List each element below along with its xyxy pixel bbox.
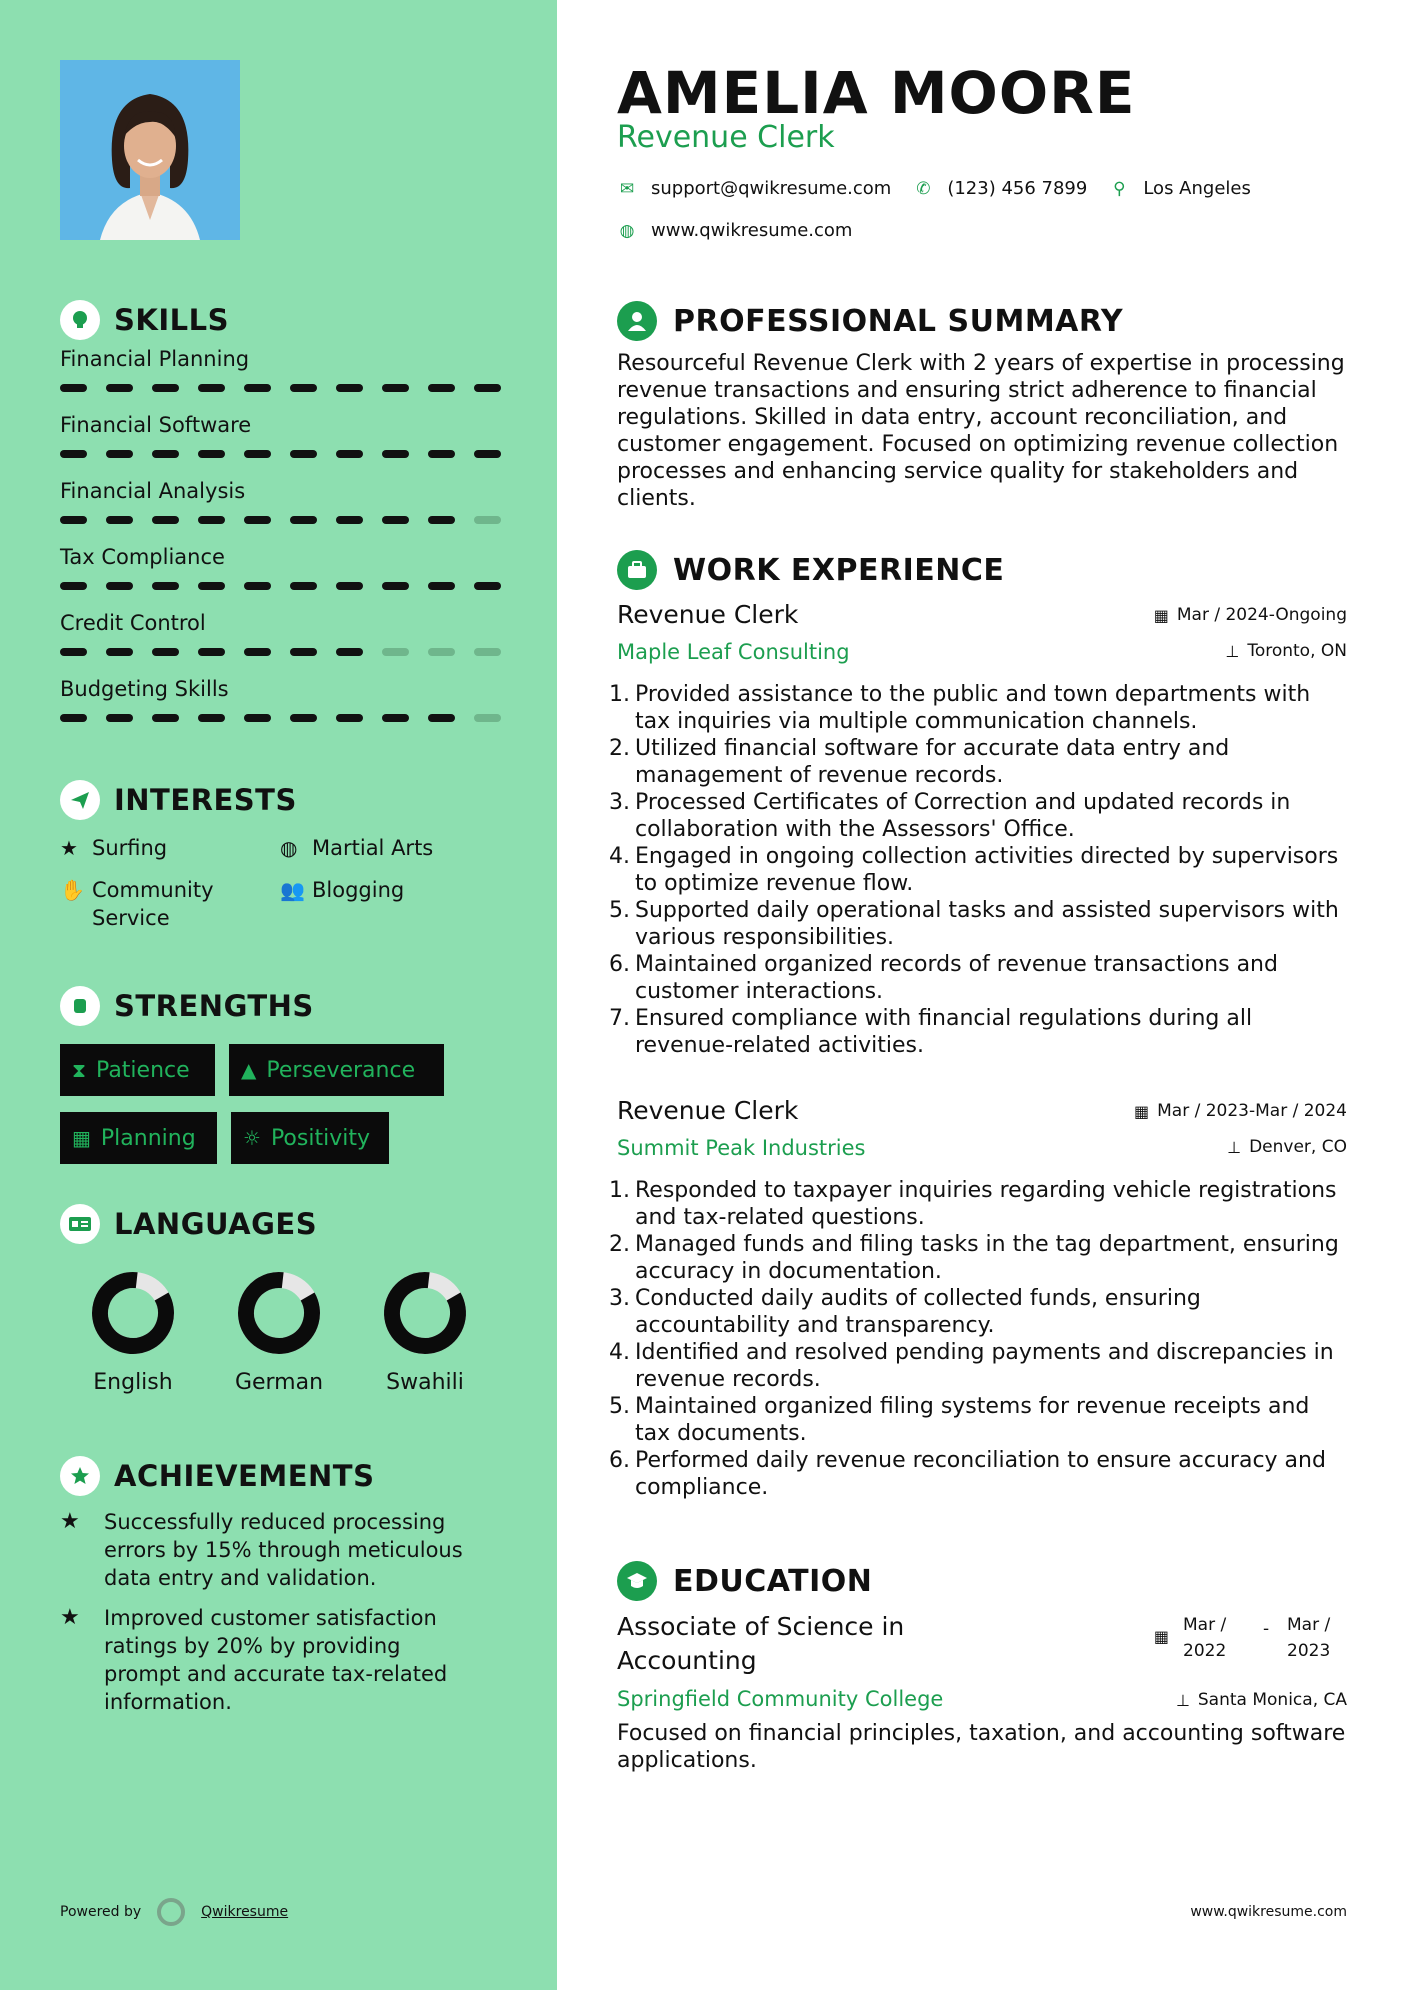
contact-email[interactable]: [617, 178, 891, 199]
email-text: support@qwikresume.com: [651, 178, 892, 199]
edu-end-month: Mar /: [1287, 1615, 1331, 1635]
duty-text: Engaged in ongoing collection activities directed by supervisors to optimize revenue flow.: [635, 844, 1339, 896]
job-dates: [1154, 605, 1347, 625]
skill-level-bar: [60, 516, 520, 524]
skill-name: Financial Analysis: [60, 479, 246, 503]
duty-item: [609, 897, 1347, 951]
skill-level-segment: [152, 450, 179, 458]
skill-level-segment: [198, 714, 225, 722]
skill-level-segment: [428, 450, 455, 458]
interest-item: [60, 834, 280, 862]
duty-text: Conducted daily audits of collected funds, ensuring accountability and transparency.: [635, 1286, 1201, 1338]
skill-item: [60, 542, 500, 608]
duty-item: [609, 1339, 1347, 1393]
language-ring-fill: [236, 1270, 322, 1356]
language-item: [60, 1270, 206, 1395]
education-location: [1176, 1690, 1347, 1710]
job-location-text: Denver, CO: [1249, 1137, 1347, 1157]
interests-title: INTERESTS: [114, 783, 297, 817]
skill-item: [60, 476, 500, 542]
languages-title: LANGUAGES: [114, 1207, 318, 1241]
summary-text: Resourceful Revenue Clerk with 2 years of expertise in processing revenue transactions and ensuring strict adherence to financial regulations. Skilled in data entry, account reconciliation, and customer engagement. Focused on optimizing revenue collection processes and enhancing service quality for stakeholders and clients.: [617, 351, 1345, 511]
skill-level-segment: [336, 516, 363, 524]
contact-location: [1109, 178, 1251, 199]
skill-level-bar: [60, 384, 520, 392]
duty-item: [609, 1177, 1347, 1231]
skill-level-segment: [382, 516, 409, 524]
skill-level-segment: [428, 714, 455, 722]
skill-name: Credit Control: [60, 611, 206, 635]
duty-number: 5.: [609, 898, 630, 923]
skill-level-segment: [244, 450, 271, 458]
footer-url[interactable]: www.qwikresume.com: [1190, 1904, 1347, 1920]
powered-by: [60, 1898, 288, 1926]
duty-number: 6.: [609, 952, 630, 977]
duty-item: [609, 951, 1347, 1005]
skill-level-segment: [290, 516, 317, 524]
duty-text: Maintained organized records of revenue transactions and customer interactions.: [635, 952, 1278, 1004]
skill-level-segment: [428, 648, 455, 656]
calendar-icon: ▦: [1153, 1627, 1169, 1646]
languages-section: [60, 1204, 500, 1395]
graduation-cap-icon: [617, 1561, 657, 1601]
language-name: Swahili: [386, 1370, 464, 1395]
skill-level-segment: [152, 582, 179, 590]
language-ring-fill: [90, 1270, 176, 1356]
achievement-text: Improved customer satisfaction ratings by 20% by providing prompt and accurate tax-related information.: [104, 1606, 448, 1714]
duty-number: 7.: [609, 1006, 630, 1031]
star-icon: ★: [60, 836, 78, 860]
user-icon: [617, 301, 657, 341]
strength-chip: [60, 1044, 215, 1096]
education-dates: [1154, 1612, 1347, 1664]
duty-item: [609, 1231, 1347, 1285]
skill-level-bar: [60, 648, 520, 656]
achievement-item: [60, 1604, 480, 1716]
qwikresume-logo-icon: [157, 1898, 185, 1926]
skill-name: Financial Software: [60, 413, 252, 437]
duty-text: Performed daily revenue reconciliation to ensure accuracy and compliance.: [635, 1448, 1326, 1500]
skill-level-segment: [106, 714, 133, 722]
duty-number: 2.: [609, 736, 630, 761]
skill-level-segment: [290, 648, 317, 656]
skill-level-segment: [474, 582, 501, 590]
interest-label: Surfing: [92, 836, 168, 860]
interest-label: Blogging: [312, 878, 405, 902]
skill-level-segment: [474, 450, 501, 458]
globe-icon: ◍: [619, 220, 635, 241]
skill-level-segment: [152, 384, 179, 392]
duty-text: Supported daily operational tasks and assisted supervisors with various responsibilities.: [635, 898, 1339, 950]
location-text: Los Angeles: [1143, 178, 1251, 199]
skill-level-segment: [198, 384, 225, 392]
duties-list: [609, 1177, 1347, 1501]
phone-icon: ✆: [916, 178, 931, 199]
skill-level-segment: [290, 714, 317, 722]
skill-level-segment: [290, 582, 317, 590]
skill-level-segment: [106, 582, 133, 590]
interest-label: Martial Arts: [312, 836, 434, 860]
skill-item: [60, 344, 500, 410]
edu-location-text: Santa Monica, CA: [1197, 1690, 1347, 1710]
language-name: English: [93, 1370, 173, 1395]
duty-item: [609, 1393, 1347, 1447]
skill-level-segment: [290, 384, 317, 392]
skill-level-segment: [60, 582, 87, 590]
experience-title: WORK EXPERIENCE: [673, 552, 1005, 588]
skill-name: Financial Planning: [60, 347, 250, 371]
duty-item: [609, 1447, 1347, 1501]
duty-number: 2.: [609, 1232, 630, 1257]
skill-level-segment: [244, 582, 271, 590]
contact-phone[interactable]: [913, 178, 1087, 199]
achievements-section: [60, 1456, 500, 1716]
achievements-title: ACHIEVEMENTS: [114, 1459, 375, 1493]
job-title: Revenue Clerk: [617, 600, 799, 629]
strength-label: Patience: [96, 1057, 190, 1083]
language-item: [352, 1270, 498, 1395]
strength-label: Planning: [100, 1125, 196, 1151]
summary-title: PROFESSIONAL SUMMARY: [673, 303, 1124, 339]
interest-item: [280, 834, 500, 862]
edu-date-separator: -: [1263, 1619, 1270, 1639]
shooting-star-icon: ★: [60, 1509, 80, 1534]
powered-by-label: Powered by: [60, 1904, 142, 1920]
duty-text: Responded to taxpayer inquiries regarding vehicle registrations and tax-related questions.: [635, 1178, 1337, 1230]
summary-section: [617, 300, 1347, 512]
duty-item: [609, 681, 1347, 735]
education-title: EDUCATION: [673, 1563, 873, 1599]
language-ring-fill: [382, 1270, 468, 1356]
duty-text: Processed Certificates of Correction and updated records in collaboration with the Assessors' Office.: [635, 790, 1291, 842]
edu-end-year: 2023: [1287, 1641, 1331, 1661]
skill-level-segment: [474, 648, 501, 656]
duty-item: [609, 789, 1347, 843]
skill-level-segment: [106, 516, 133, 524]
envelope-icon: ✉: [619, 178, 635, 199]
globe-icon: ◍: [280, 836, 298, 860]
strength-chip: [229, 1044, 444, 1096]
calendar-icon: ▦: [72, 1126, 91, 1150]
skill-level-segment: [198, 516, 225, 524]
duty-number: 1.: [609, 682, 630, 707]
language-name: German: [234, 1370, 324, 1395]
duty-number: 3.: [609, 790, 630, 815]
edu-start-month: Mar /: [1183, 1615, 1227, 1635]
skill-level-segment: [106, 648, 133, 656]
skill-level-segment: [198, 648, 225, 656]
job-dates-text: Mar / 2024-Ongoing: [1176, 605, 1347, 625]
duty-number: 3.: [609, 1286, 630, 1311]
skill-level-segment: [60, 450, 87, 458]
skill-name: Budgeting Skills: [60, 677, 229, 701]
calendar-icon: ▦: [1153, 605, 1169, 625]
skill-level-segment: [336, 450, 363, 458]
contact-website[interactable]: [617, 220, 852, 241]
job-title: Revenue Clerk: [617, 1096, 799, 1125]
skill-level-segment: [60, 714, 87, 722]
skill-level-segment: [382, 648, 409, 656]
skill-level-segment: [382, 384, 409, 392]
hourglass-icon: ⧗: [72, 1058, 87, 1082]
job-dates: [1134, 1101, 1347, 1121]
skill-name: Tax Compliance: [60, 545, 225, 569]
skills-title: SKILLS: [114, 303, 229, 337]
brand-link[interactable]: Qwikresume: [201, 1904, 289, 1920]
skill-level-segment: [198, 450, 225, 458]
job-location: [1225, 641, 1347, 661]
website-text: www.qwikresume.com: [651, 220, 853, 241]
skill-level-segment: [382, 450, 409, 458]
duty-text: Ensured compliance with financial regulations during all revenue-related activities.: [635, 1006, 1253, 1058]
skill-level-segment: [198, 582, 225, 590]
skill-level-segment: [152, 648, 179, 656]
shooting-star-icon: ★: [60, 1605, 80, 1630]
skill-level-segment: [60, 384, 87, 392]
interest-label: Community Service: [92, 878, 214, 930]
duty-number: 5.: [609, 1394, 630, 1419]
duty-text: Utilized financial software for accurate data entry and management of revenue records.: [635, 736, 1230, 788]
skill-level-segment: [244, 516, 271, 524]
paper-plane-icon: [60, 780, 100, 820]
strength-chip: [231, 1112, 389, 1164]
job-dates-text: Mar / 2023-Mar / 2024: [1157, 1101, 1347, 1121]
skill-level-segment: [106, 450, 133, 458]
interest-item: [60, 876, 280, 932]
duty-text: Maintained organized filing systems for revenue receipts and tax documents.: [635, 1394, 1310, 1446]
profile-photo: [60, 60, 240, 240]
duties-list: [609, 681, 1347, 1059]
strength-label: Perseverance: [266, 1057, 416, 1083]
skill-level-segment: [152, 516, 179, 524]
job-entry: [609, 599, 1347, 1059]
pushpin-icon: ⊥: [1175, 1690, 1190, 1710]
duty-text: Managed funds and filing tasks in the tag department, ensuring accuracy in documentation.: [635, 1232, 1339, 1284]
school: Springfield Community College: [617, 1687, 944, 1711]
language-level-ring: [236, 1270, 322, 1356]
strengths-title: STRENGTHS: [114, 989, 314, 1023]
mountain-icon: ▲: [241, 1058, 257, 1082]
skill-level-segment: [244, 714, 271, 722]
education-entry: [617, 1610, 1347, 1774]
skill-level-bar: [60, 714, 520, 722]
skill-level-bar: [60, 582, 520, 590]
strength-label: Positivity: [270, 1125, 370, 1151]
skill-item: [60, 674, 500, 740]
skill-level-segment: [428, 384, 455, 392]
map-pin-icon: ⚲: [1113, 178, 1126, 199]
skill-item: [60, 608, 500, 674]
calendar-icon: ▦: [1133, 1101, 1150, 1121]
job-company: Summit Peak Industries: [617, 1136, 866, 1160]
duty-number: 4.: [609, 1340, 630, 1365]
pushpin-icon: ⊥: [1225, 641, 1240, 661]
strengths-section: [60, 986, 500, 1164]
duty-item: [609, 1005, 1347, 1059]
language-icon: [60, 1204, 100, 1244]
edu-start-year: 2022: [1183, 1641, 1227, 1661]
skill-level-segment: [428, 516, 455, 524]
interests-section: [60, 780, 500, 932]
skills-section: [60, 300, 500, 740]
interest-item: [280, 876, 500, 932]
skill-level-segment: [244, 648, 271, 656]
education-section: [617, 1560, 1347, 1774]
duty-text: Identified and resolved pending payments and discrepancies in revenue records.: [635, 1340, 1334, 1392]
users-icon: 👥: [280, 878, 305, 902]
job-location-text: Toronto, ON: [1247, 641, 1347, 661]
language-level-ring: [90, 1270, 176, 1356]
fist-icon: [60, 986, 100, 1026]
skill-level-segment: [336, 648, 363, 656]
duty-item: [609, 735, 1347, 789]
phone-text: (123) 456 7899: [947, 178, 1088, 199]
skill-level-bar: [60, 450, 520, 458]
skill-level-segment: [290, 450, 317, 458]
skill-level-segment: [336, 384, 363, 392]
skill-level-segment: [60, 516, 87, 524]
duty-number: 6.: [609, 1448, 630, 1473]
duty-number: 4.: [609, 844, 630, 869]
skill-level-segment: [382, 714, 409, 722]
duty-number: 1.: [609, 1178, 630, 1203]
experience-section: [609, 549, 1347, 1537]
star-badge-icon: [60, 1456, 100, 1496]
achievement-item: [60, 1508, 480, 1592]
skill-level-segment: [60, 648, 87, 656]
language-level-ring: [382, 1270, 468, 1356]
skill-level-segment: [336, 582, 363, 590]
degree: Associate of Science in Accounting: [617, 1612, 905, 1675]
sidebar: [0, 0, 557, 1990]
strength-chip: [60, 1112, 217, 1164]
skill-level-segment: [474, 384, 501, 392]
job-location: [1227, 1137, 1347, 1157]
contact-row: [617, 178, 1273, 199]
job-entry: [609, 1095, 1347, 1501]
skill-level-segment: [474, 516, 501, 524]
skill-level-segment: [474, 714, 501, 722]
pushpin-icon: ⊥: [1227, 1137, 1242, 1157]
education-description: Focused on financial principles, taxation, and accounting software applications.: [617, 1721, 1346, 1773]
skill-level-segment: [382, 582, 409, 590]
skill-level-segment: [106, 384, 133, 392]
job-company: Maple Leaf Consulting: [617, 640, 850, 664]
candidate-role: Revenue Clerk: [617, 120, 835, 155]
skill-level-segment: [428, 582, 455, 590]
language-item: [206, 1270, 352, 1395]
briefcase-icon: [617, 550, 657, 590]
sun-icon: ☼: [243, 1126, 261, 1150]
skill-level-segment: [152, 714, 179, 722]
skill-level-segment: [244, 384, 271, 392]
contact-row-2: [617, 220, 874, 241]
duty-item: [609, 1285, 1347, 1339]
lightbulb-icon: [60, 300, 100, 340]
duty-item: [609, 843, 1347, 897]
skill-item: [60, 410, 500, 476]
hand-icon: ✋: [60, 878, 85, 902]
achievement-text: Successfully reduced processing errors by 15% through meticulous data entry and validation.: [104, 1510, 463, 1590]
candidate-name: AMELIA MOORE: [617, 59, 1136, 127]
duty-text: Provided assistance to the public and town departments with tax inquiries via multiple communication channels.: [635, 682, 1311, 734]
skill-level-segment: [336, 714, 363, 722]
